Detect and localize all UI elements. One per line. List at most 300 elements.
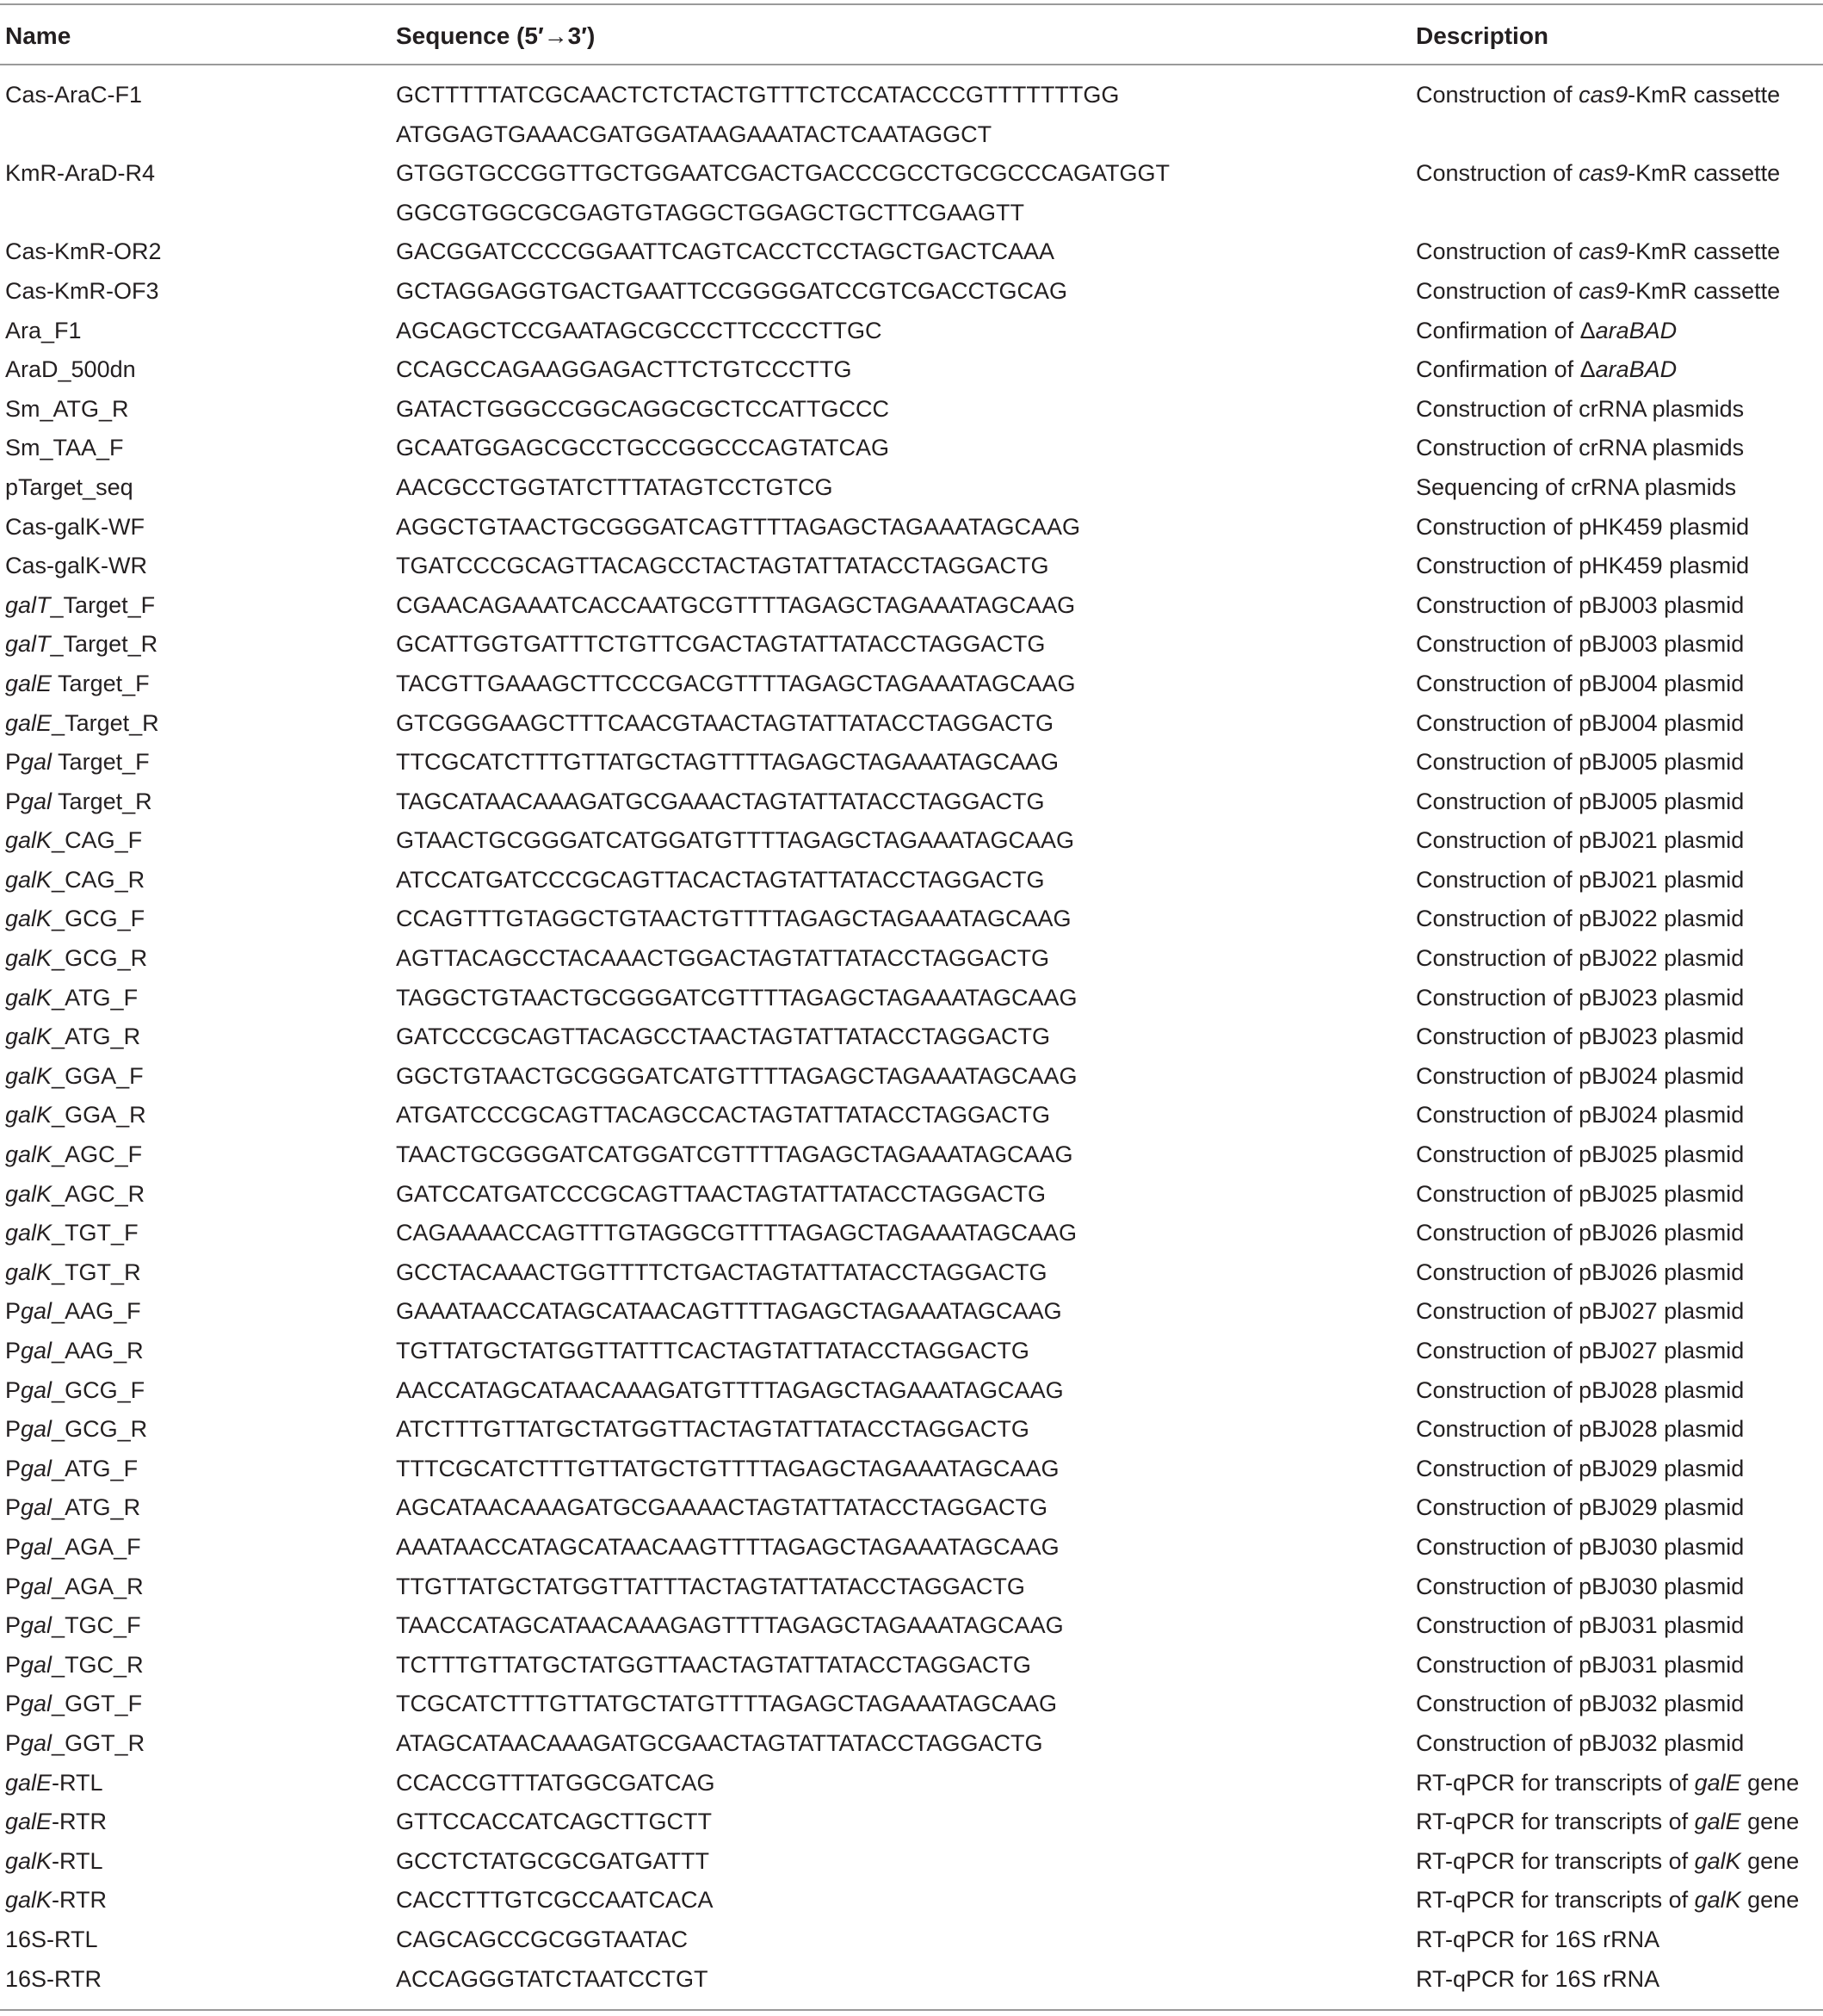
description-suffix: -KmR cassette	[1628, 82, 1781, 108]
description-text: Construction of pBJ021 plasmid	[1416, 866, 1745, 893]
primer-description	[1416, 350, 1677, 390]
primer-sequence: CAGAAAACCAGTTTGTAGGCGTTTTAGAGCTAGAAATAGCAAG	[396, 1220, 1078, 1246]
primer-name-text: P	[5, 1376, 22, 1403]
primer-name-text: Cas-KmR-OF3	[5, 277, 159, 304]
description-text: Construction of pBJ025 plasmid	[1416, 1180, 1745, 1207]
primer-description	[1416, 1528, 1744, 1568]
primer-name	[5, 1842, 103, 1882]
table-row	[0, 1881, 1823, 1920]
table-row	[0, 1528, 1823, 1568]
primer-name-text: Sm_TAA_F	[5, 435, 124, 461]
description-text: Construction of	[1416, 277, 1579, 304]
primer-name	[5, 1960, 102, 2000]
primer-name-suffix: _AGA_R	[52, 1573, 144, 1599]
primer-name	[5, 1685, 142, 1724]
primer-sequence: CCAGCCAGAAGGAGACTTCTGTCCCTTG	[396, 356, 852, 383]
primer-description	[1416, 704, 1744, 744]
primer-name-text: P	[5, 1651, 22, 1678]
primer-name-text: _CAG_F	[52, 827, 143, 854]
primer-name	[5, 429, 124, 468]
table-row	[0, 1685, 1823, 1724]
primer-description	[1416, 1214, 1744, 1253]
primer-name-italic: gal	[21, 1729, 53, 1756]
description-text: Sequencing of crRNA plasmids	[1416, 473, 1737, 500]
description-text: RT-qPCR for 16S rRNA	[1416, 1965, 1660, 1992]
table-row	[0, 1332, 1823, 1371]
description-text: Construction of pBJ004 plasmid	[1416, 709, 1745, 736]
description-text: Construction of pBJ004 plasmid	[1416, 670, 1745, 696]
primer-name-text: Target_F	[52, 670, 150, 696]
primer-sequence: ACCAGGGTATCTAATCCTGT	[396, 1965, 708, 1992]
description-text: Construction of crRNA plasmids	[1416, 435, 1745, 461]
primer-name	[5, 1292, 141, 1332]
primer-name-suffix: _AGA_F	[52, 1533, 141, 1560]
primer-description	[1416, 1410, 1744, 1450]
primer-name	[5, 312, 82, 351]
primer-name	[5, 625, 158, 665]
primer-sequence-continued: GGCGTGGCGCGAGTGTAGGCTGGAGCTGCTTCGAAGTT	[396, 199, 1024, 226]
primer-name	[5, 272, 159, 312]
description-text: Confirmation of Δ	[1416, 317, 1596, 343]
primer-name-italic: gal	[21, 1691, 53, 1717]
primer-name-text: pTarget_seq	[5, 473, 133, 500]
primer-sequence: AGCAGCTCCGAATAGCGCCCTTCCCCTTGC	[396, 317, 882, 343]
primer-name	[5, 1528, 141, 1568]
primer-name-italic: galK	[5, 1023, 53, 1050]
table-row	[0, 1606, 1823, 1646]
primer-name-italic: galK	[5, 1887, 53, 1914]
primer-name-text: Cas-galK-WF	[5, 513, 145, 540]
primer-name-text: 16S-RTL	[5, 1926, 98, 1952]
primer-sequence: AGTTACAGCCTACAAACTGGACTAGTATTATACCTAGGACTG	[396, 945, 1050, 972]
primer-name-italic: gal	[21, 1416, 53, 1443]
primer-description	[1416, 1842, 1799, 1882]
description-text: Construction of pBJ028 plasmid	[1416, 1376, 1745, 1403]
description-italic: cas9	[1579, 160, 1628, 187]
primer-description	[1416, 665, 1744, 704]
description-italic: galE	[1694, 1769, 1741, 1796]
table-row	[0, 939, 1823, 979]
primer-sequence: TTCGCATCTTTGTTATGCTAGTTTTAGAGCTAGAAATAGCAAG	[396, 749, 1059, 776]
header-sequence: Sequence (5′→3′)	[396, 22, 596, 49]
table-row	[0, 547, 1823, 586]
primer-description	[1416, 1920, 1659, 1960]
primer-sequence: AGCATAACAAAGATGCGAAAACTAGTATTATACCTAGGACTG	[396, 1494, 1048, 1521]
primer-sequence: CACCTTTGTCGCCAATCACA	[396, 1887, 714, 1914]
primer-name-text: _AGC_F	[52, 1141, 143, 1168]
primer-sequence: CCAGTTTGTAGGCTGTAACTGTTTTAGAGCTAGAAATAGCAAG	[396, 906, 1072, 932]
primer-name-italic: galK	[5, 1847, 53, 1874]
primer-name-suffix: _TGC_F	[52, 1612, 141, 1639]
primer-sequence: GAAATAACCATAGCATAACAGTTTTAGAGCTAGAAATAGCAAG	[396, 1298, 1062, 1325]
table-row	[0, 782, 1823, 822]
primer-name-suffix: _GCG_F	[52, 1376, 145, 1403]
primer-description	[1416, 1175, 1744, 1215]
primer-name-italic: gal	[21, 788, 53, 814]
primer-name	[5, 1214, 139, 1253]
primer-name-text: P	[5, 1416, 22, 1443]
description-text: Construction of pBJ024 plasmid	[1416, 1062, 1745, 1089]
description-text: Construction of pBJ031 plasmid	[1416, 1612, 1745, 1639]
primer-name-italic: galK	[5, 866, 53, 893]
primer-description	[1416, 1646, 1744, 1685]
table-row	[0, 1135, 1823, 1175]
description-suffix: -KmR cassette	[1628, 277, 1781, 304]
table-row	[0, 743, 1823, 782]
primer-name	[5, 1057, 144, 1097]
primer-name	[5, 743, 150, 782]
table-row	[0, 1057, 1823, 1097]
primer-name	[5, 1175, 145, 1215]
description-text: Construction of pBJ021 plasmid	[1416, 827, 1745, 854]
primer-sequence: TCGCATCTTTGTTATGCTATGTTTTAGAGCTAGAAATAGCAAG	[396, 1691, 1057, 1717]
table-row	[0, 1410, 1823, 1450]
description-text: RT-qPCR for transcripts of	[1416, 1887, 1695, 1914]
primer-name-suffix: _ATG_R	[52, 1494, 141, 1521]
primer-name-text: Cas-galK-WR	[5, 553, 148, 579]
primer-name-text: _GCG_F	[52, 906, 145, 932]
description-text: Construction of	[1416, 160, 1579, 187]
primer-name-text: -RTR	[52, 1809, 108, 1835]
primer-name	[5, 665, 150, 704]
primer-sequence: CGAACAGAAATCACCAATGCGTTTTAGAGCTAGAAATAGCAAG	[396, 591, 1076, 618]
table-row	[0, 900, 1823, 939]
primer-name-italic: galK	[5, 945, 53, 972]
description-text: Construction of	[1416, 238, 1579, 265]
primer-sequence: TGATCCCGCAGTTACAGCCTACTAGTATTATACCTAGGACTG	[396, 553, 1049, 579]
primer-name-italic: galE	[5, 670, 53, 696]
primer-name-text: AraD_500dn	[5, 356, 136, 383]
primer-name-italic: galK	[5, 1141, 53, 1168]
primer-name	[5, 1724, 145, 1764]
primer-description	[1416, 1685, 1744, 1724]
table-row	[0, 821, 1823, 861]
table-row	[0, 1803, 1823, 1842]
primer-name-italic: gal	[21, 1376, 53, 1403]
table-row	[0, 154, 1823, 232]
primer-description	[1416, 1096, 1744, 1135]
table-row	[0, 350, 1823, 390]
description-text: Construction of pBJ026 plasmid	[1416, 1220, 1745, 1246]
primer-name-italic: galK	[5, 1102, 53, 1129]
table-row	[0, 1920, 1823, 1960]
description-italic: cas9	[1579, 238, 1628, 265]
primer-sequence: AACGCCTGGTATCTTTATAGTCCTGTCG	[396, 473, 833, 500]
description-text: Construction of pBJ026 plasmid	[1416, 1258, 1745, 1285]
table-row	[0, 1096, 1823, 1135]
primer-name-italic: gal	[21, 1533, 53, 1560]
description-text: Construction of pHK459 plasmid	[1416, 553, 1750, 579]
primer-sequence: TGTTATGCTATGGTTATTTCACTAGTATTATACCTAGGACTG	[396, 1338, 1029, 1364]
description-text: Construction of pBJ023 plasmid	[1416, 1023, 1745, 1050]
primer-name-text: Cas-KmR-OR2	[5, 238, 162, 265]
bottom-rule	[0, 2009, 1823, 2011]
table-row	[0, 390, 1823, 430]
primer-name-text: Sm_ATG_R	[5, 395, 129, 422]
primer-description	[1416, 1017, 1744, 1057]
primer-name-italic: galE	[5, 709, 53, 736]
description-text: RT-qPCR for transcripts of	[1416, 1769, 1695, 1796]
primer-description	[1416, 1881, 1799, 1920]
primer-name	[5, 861, 145, 900]
table-row	[0, 1568, 1823, 1607]
table-row	[0, 1450, 1823, 1489]
table-row	[0, 1960, 1823, 2000]
primer-name-text: -RTL	[52, 1769, 103, 1796]
description-text: Construction of crRNA plasmids	[1416, 395, 1745, 422]
primer-name-italic: gal	[21, 749, 53, 776]
primer-name-text: _ATG_F	[52, 984, 139, 1011]
primer-sequence: GATCCATGATCCCGCAGTTAACTAGTATTATACCTAGGACTG	[396, 1180, 1046, 1207]
description-italic: araBAD	[1595, 356, 1678, 383]
primer-sequence: TAGGCTGTAACTGCGGGATCGTTTTAGAGCTAGAAATAGCAAG	[396, 984, 1078, 1011]
description-text: Construction of pBJ029 plasmid	[1416, 1455, 1745, 1481]
description-text: RT-qPCR for transcripts of	[1416, 1809, 1695, 1835]
primer-description	[1416, 1764, 1799, 1803]
primer-name-text: 16S-RTR	[5, 1965, 102, 1992]
primer-name-italic: galK	[5, 1062, 53, 1089]
table-row	[0, 704, 1823, 744]
description-text: Construction of pBJ005 plasmid	[1416, 788, 1745, 814]
primer-name-text: _Target_R	[50, 631, 158, 658]
description-suffix: gene	[1740, 1809, 1800, 1835]
primer-description	[1416, 625, 1744, 665]
primer-description	[1416, 1960, 1659, 2000]
primer-name	[5, 1017, 140, 1057]
primer-name	[5, 1450, 138, 1489]
description-text: Construction of pBJ023 plasmid	[1416, 984, 1745, 1011]
top-rule	[0, 3, 1823, 5]
primer-name-text: _TGT_F	[52, 1220, 139, 1246]
primer-name	[5, 1371, 145, 1411]
primer-name	[5, 547, 147, 586]
primer-name-italic: gal	[21, 1455, 53, 1481]
description-italic: galK	[1694, 1887, 1741, 1914]
primer-sequence: TCTTTGTTATGCTATGGTTAACTAGTATTATACCTAGGACTG	[396, 1651, 1031, 1678]
primer-sequence: GGCTGTAACTGCGGGATCATGTTTTAGAGCTAGAAATAGCAAG	[396, 1062, 1078, 1089]
primer-name	[5, 900, 145, 939]
primer-sequence: TAACCATAGCATAACAAAGAGTTTTAGAGCTAGAAATAGCAAG	[396, 1612, 1064, 1639]
primer-name-text: P	[5, 1612, 22, 1639]
header-description: Description	[1416, 22, 1549, 49]
primer-sequence: AACCATAGCATAACAAAGATGTTTTAGAGCTAGAAATAGCAAG	[396, 1376, 1064, 1403]
description-text: Construction of pBJ022 plasmid	[1416, 906, 1745, 932]
primer-name-italic: gal	[21, 1573, 53, 1599]
primer-description	[1416, 1292, 1744, 1332]
description-text: Construction of pBJ032 plasmid	[1416, 1691, 1745, 1717]
primer-name-italic: galT	[5, 631, 51, 658]
primer-name	[5, 1803, 107, 1842]
table-row	[0, 1214, 1823, 1253]
primer-name-text: _Target_R	[52, 709, 159, 736]
primer-sequence: GCTAGGAGGTGACTGAATTCCGGGGATCCGTCGACCTGCAG	[396, 277, 1068, 304]
primer-name-text: _GGA_F	[52, 1062, 144, 1089]
primer-name-text: P	[5, 1494, 22, 1521]
description-suffix: gene	[1740, 1769, 1800, 1796]
primer-name	[5, 1881, 107, 1920]
primer-name-text: Ara_F1	[5, 317, 82, 343]
primer-name	[5, 1096, 146, 1135]
primer-name-text: P	[5, 1298, 22, 1325]
primer-name-italic: gal	[21, 1298, 53, 1325]
description-text: Construction of pBJ003 plasmid	[1416, 591, 1745, 618]
primer-name-text: P	[5, 1691, 22, 1717]
primer-name	[5, 1568, 144, 1607]
primer-description	[1416, 232, 1780, 272]
primer-name	[5, 232, 162, 272]
table-row	[0, 1017, 1823, 1057]
primer-name	[5, 350, 136, 390]
primer-description	[1416, 547, 1749, 586]
primer-description	[1416, 429, 1744, 468]
primer-description	[1416, 1135, 1744, 1175]
description-text: Construction of pBJ028 plasmid	[1416, 1416, 1745, 1443]
primer-sequence: GCTTTTTATCGCAACTCTCTACTGTTTCTCCATACCCGTTTTTTTGG	[396, 82, 1120, 108]
primer-name	[5, 1488, 140, 1528]
table-row	[0, 586, 1823, 626]
primer-description	[1416, 272, 1780, 312]
primer-sequence: GCCTACAAACTGGTTTTCTGACTAGTATTATACCTAGGACTG	[396, 1258, 1047, 1285]
primer-description	[1416, 1568, 1744, 1607]
primer-description	[1416, 312, 1677, 351]
primer-sequence: GTGGTGCCGGTTGCTGGAATCGACTGACCCGCCTGCGCCCAGATGGT	[396, 160, 1170, 187]
primer-name	[5, 1135, 142, 1175]
primer-name	[5, 154, 155, 194]
table-row	[0, 665, 1823, 704]
primer-description	[1416, 1488, 1744, 1528]
primer-name	[5, 1253, 141, 1293]
primer-name-text: -RTL	[52, 1847, 103, 1874]
description-text: Construction of pBJ027 plasmid	[1416, 1298, 1745, 1325]
primer-name	[5, 1606, 141, 1646]
table-row	[0, 861, 1823, 900]
primer-name-text: KmR-AraD-R4	[5, 160, 156, 187]
primer-sequence: ATCTTTGTTATGCTATGGTTACTAGTATTATACCTAGGACTG	[396, 1416, 1029, 1443]
primer-name-text: _GGA_R	[52, 1102, 146, 1129]
primer-sequence: AGGCTGTAACTGCGGGATCAGTTTTAGAGCTAGAAATAGCAAG	[396, 513, 1081, 540]
description-text: Construction of pBJ024 plasmid	[1416, 1102, 1745, 1129]
primer-description	[1416, 900, 1744, 939]
table-row	[0, 1292, 1823, 1332]
primer-name	[5, 782, 152, 822]
primer-sequence: GCATTGGTGATTTCTGTTCGACTAGTATTATACCTAGGACTG	[396, 631, 1046, 658]
primer-name-italic: gal	[21, 1338, 53, 1364]
primer-description	[1416, 1803, 1799, 1842]
table-row	[0, 979, 1823, 1018]
primer-sequence: TACGTTGAAAGCTTCCCGACGTTTTAGAGCTAGAAATAGCAAG	[396, 670, 1076, 696]
primer-description	[1416, 586, 1744, 626]
primer-description	[1416, 782, 1744, 822]
primer-sequence: GCAATGGAGCGCCTGCCGGCCCAGTATCAG	[396, 435, 890, 461]
description-italic: cas9	[1579, 277, 1628, 304]
primer-sequence: GATACTGGGCCGGCAGGCGCTCCATTGCCC	[396, 395, 889, 422]
primer-name-suffix: _TGC_R	[52, 1651, 144, 1678]
primer-name-italic: gal	[21, 1612, 53, 1639]
primer-description	[1416, 390, 1744, 430]
primer-name	[5, 1332, 144, 1371]
primer-sequence: CCACCGTTTATGGCGATCAG	[396, 1769, 715, 1796]
primer-name	[5, 1764, 103, 1803]
description-suffix: -KmR cassette	[1628, 238, 1781, 265]
primer-sequence: TAACTGCGGGATCATGGATCGTTTTAGAGCTAGAAATAGCAAG	[396, 1141, 1073, 1168]
primer-sequence: TTTCGCATCTTTGTTATGCTGTTTTAGAGCTAGAAATAGCAAG	[396, 1455, 1060, 1481]
primer-name	[5, 586, 155, 626]
description-text: Construction of pHK459 plasmid	[1416, 513, 1750, 540]
primer-name	[5, 508, 145, 547]
primer-name	[5, 1920, 98, 1960]
primer-sequence: CAGCAGCCGCGGTAATAC	[396, 1926, 689, 1952]
primer-sequence: GACGGATCCCCGGAATTCAGTCACCTCCTAGCTGACTCAAA	[396, 238, 1055, 265]
primer-description	[1416, 861, 1744, 900]
primer-description	[1416, 468, 1736, 508]
table-row	[0, 1488, 1823, 1528]
primer-description	[1416, 154, 1780, 194]
description-text: RT-qPCR for transcripts of	[1416, 1847, 1695, 1874]
table-row	[0, 1842, 1823, 1882]
description-text: Construction of pBJ022 plasmid	[1416, 945, 1745, 972]
primer-sequence: GATCCCGCAGTTACAGCCTAACTAGTATTATACCTAGGACTG	[396, 1023, 1050, 1050]
primer-name-text: _GCG_R	[52, 945, 148, 972]
primer-name-italic: galE	[5, 1769, 53, 1796]
table-row	[0, 1175, 1823, 1215]
primer-name-italic: galK	[5, 1258, 53, 1285]
primer-name-text: P	[5, 1729, 22, 1756]
description-text: Construction of pBJ027 plasmid	[1416, 1338, 1745, 1364]
table-row	[0, 76, 1823, 154]
primer-description	[1416, 1057, 1744, 1097]
primer-name	[5, 979, 138, 1018]
primer-sequence-continued: ATGGAGTGAAACGATGGATAAGAAATACTCAATAGGCT	[396, 121, 992, 147]
table-row	[0, 1646, 1823, 1685]
header-name: Name	[5, 22, 71, 49]
primer-name-text: _TGT_R	[52, 1258, 141, 1285]
primer-name-suffix: Target_F	[52, 749, 150, 776]
primer-description	[1416, 939, 1744, 979]
primer-description	[1416, 1332, 1744, 1371]
primer-name-text: Cas-AraC-F1	[5, 82, 143, 108]
primer-description	[1416, 979, 1744, 1018]
primer-sequence: ATGATCCCGCAGTTACAGCCACTAGTATTATACCTAGGACTG	[396, 1102, 1050, 1129]
table-body	[0, 76, 1823, 1999]
table-row	[0, 468, 1823, 508]
primer-name-suffix: _GGT_F	[52, 1691, 143, 1717]
primer-name-italic: gal	[21, 1494, 53, 1521]
primer-sequence: GTAACTGCGGGATCATGGATGTTTTAGAGCTAGAAATAGCAAG	[396, 827, 1075, 854]
primer-name	[5, 1646, 144, 1685]
primer-name-text: P	[5, 1533, 22, 1560]
table-header	[0, 12, 1823, 60]
primer-name-suffix: Target_R	[52, 788, 152, 814]
table-row	[0, 429, 1823, 468]
primer-description	[1416, 1724, 1744, 1764]
primer-sequence: GCCTCTATGCGCGATGATTT	[396, 1847, 709, 1874]
primer-name-suffix: _AAG_F	[52, 1298, 141, 1325]
primer-name-text: P	[5, 1338, 22, 1364]
primer-name-suffix: _ATG_F	[52, 1455, 139, 1481]
primer-name-text: P	[5, 788, 22, 814]
description-text: Construction of pBJ003 plasmid	[1416, 631, 1745, 658]
primer-name-suffix: _GCG_R	[52, 1416, 148, 1443]
primer-name-italic: galK	[5, 984, 53, 1011]
primer-description	[1416, 1371, 1744, 1411]
primer-description	[1416, 1450, 1744, 1489]
primer-name-italic: galK	[5, 906, 53, 932]
table-row	[0, 1253, 1823, 1293]
table-row	[0, 625, 1823, 665]
primer-name	[5, 468, 133, 508]
primer-name-italic: gal	[21, 1651, 53, 1678]
primer-name-italic: galE	[5, 1809, 53, 1835]
